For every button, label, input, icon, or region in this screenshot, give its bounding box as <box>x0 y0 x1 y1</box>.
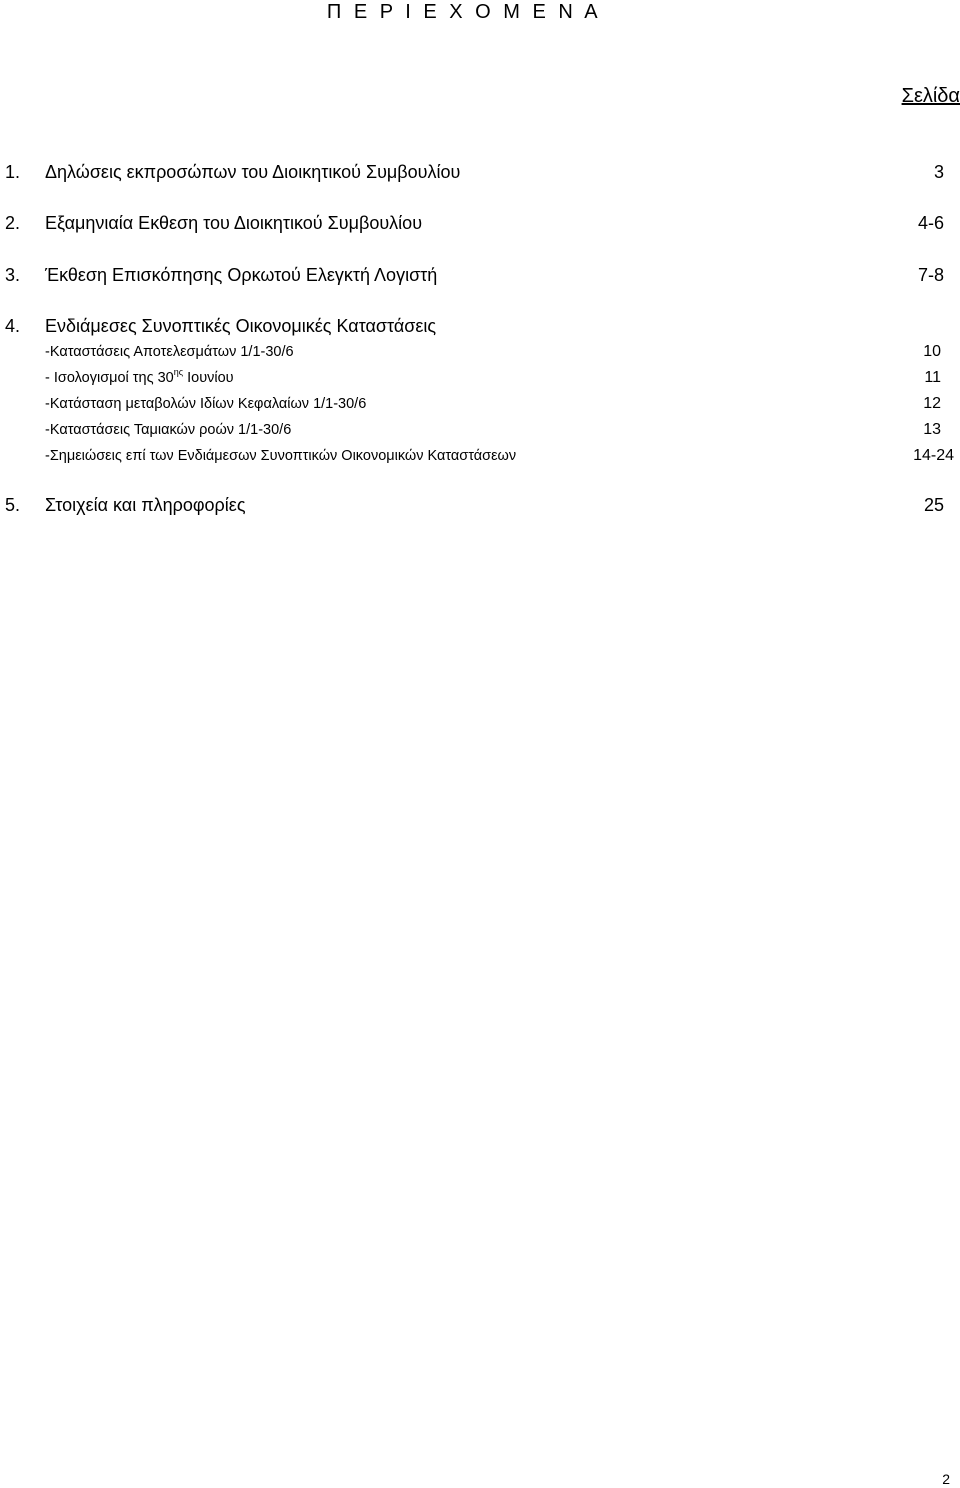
toc-entry-page: 4-6 <box>917 213 944 233</box>
toc-entry-number: 4. <box>5 316 21 336</box>
toc-sub-entry-page: 10 <box>923 343 941 360</box>
toc-entry-label: Ενδιάμεσες Συνοπτικές Οικονομικές Καταστάσεις <box>45 316 437 336</box>
toc-sub-entry[interactable] <box>0 367 941 389</box>
toc-sub-entry-label: -Κατάσταση μεταβολών Ιδίων Κεφαλαίων 1/1-30/6 <box>45 396 367 412</box>
toc-sub-entry-page: 12 <box>923 395 941 412</box>
toc-entry-number: 3. <box>5 265 21 285</box>
toc-sub-entry-label-text: - Ισολογισμοί της 30 <box>45 370 174 386</box>
toc-entry-label: Έκθεση Επισκόπησης Ορκωτού Ελεγκτή Λογιστή <box>45 265 438 285</box>
toc-entry-number: 5. <box>5 495 21 515</box>
toc-sub-entry-page: 13 <box>923 421 941 438</box>
superscript-suffix: ης <box>173 367 184 377</box>
toc-entry-label: Εξαμηνιαία Εκθεση του Διοικητικού Συμβουλίου <box>45 213 423 233</box>
toc-sub-entry-page: 11 <box>924 369 941 386</box>
toc-entry-number: 2. <box>5 213 21 233</box>
toc-sub-entry-label <box>45 367 234 389</box>
toc-entry-page: 3 <box>933 162 944 182</box>
page-column-header: Σελίδα <box>901 85 960 107</box>
toc-sub-entry-page: 14-24 <box>913 447 954 464</box>
toc-entry[interactable] <box>0 159 944 185</box>
toc-entry[interactable] <box>0 262 944 288</box>
toc-entry-number: 1. <box>5 162 21 182</box>
toc-entry[interactable] <box>0 492 944 518</box>
toc-sub-entry[interactable] <box>0 341 941 363</box>
toc-sub-entry-label-text: Ιουνίου <box>183 370 234 386</box>
toc-entry[interactable] <box>0 210 944 236</box>
toc-sub-entry[interactable] <box>0 419 941 441</box>
toc-sub-entry-label: -Σημειώσεις επί των Ενδιάμεσων Συνοπτικών Οικονομικών Καταστάσεων <box>45 448 517 464</box>
page-number: 2 <box>942 1471 950 1487</box>
toc-entry-page: 7-8 <box>917 265 944 285</box>
toc-entry-label: Στοιχεία και πληροφορίες <box>45 495 246 515</box>
toc-sub-entry-label: -Καταστάσεις Ταμιακών ροών 1/1-30/6 <box>45 422 292 438</box>
toc-sub-entry[interactable] <box>0 393 941 415</box>
toc-sub-entry-label: -Καταστάσεις Αποτελεσμάτων 1/1-30/6 <box>45 344 294 360</box>
toc-entry-page: 25 <box>923 495 944 515</box>
document-title: Π Ε Ρ Ι Ε Χ Ο Μ Ε Ν Α <box>326 1 602 23</box>
toc-sub-entry[interactable] <box>0 445 954 467</box>
toc-entry[interactable] <box>0 313 944 339</box>
toc-entry-label: Δηλώσεις εκπροσώπων του Διοικητικού Συμβουλίου <box>45 162 461 182</box>
